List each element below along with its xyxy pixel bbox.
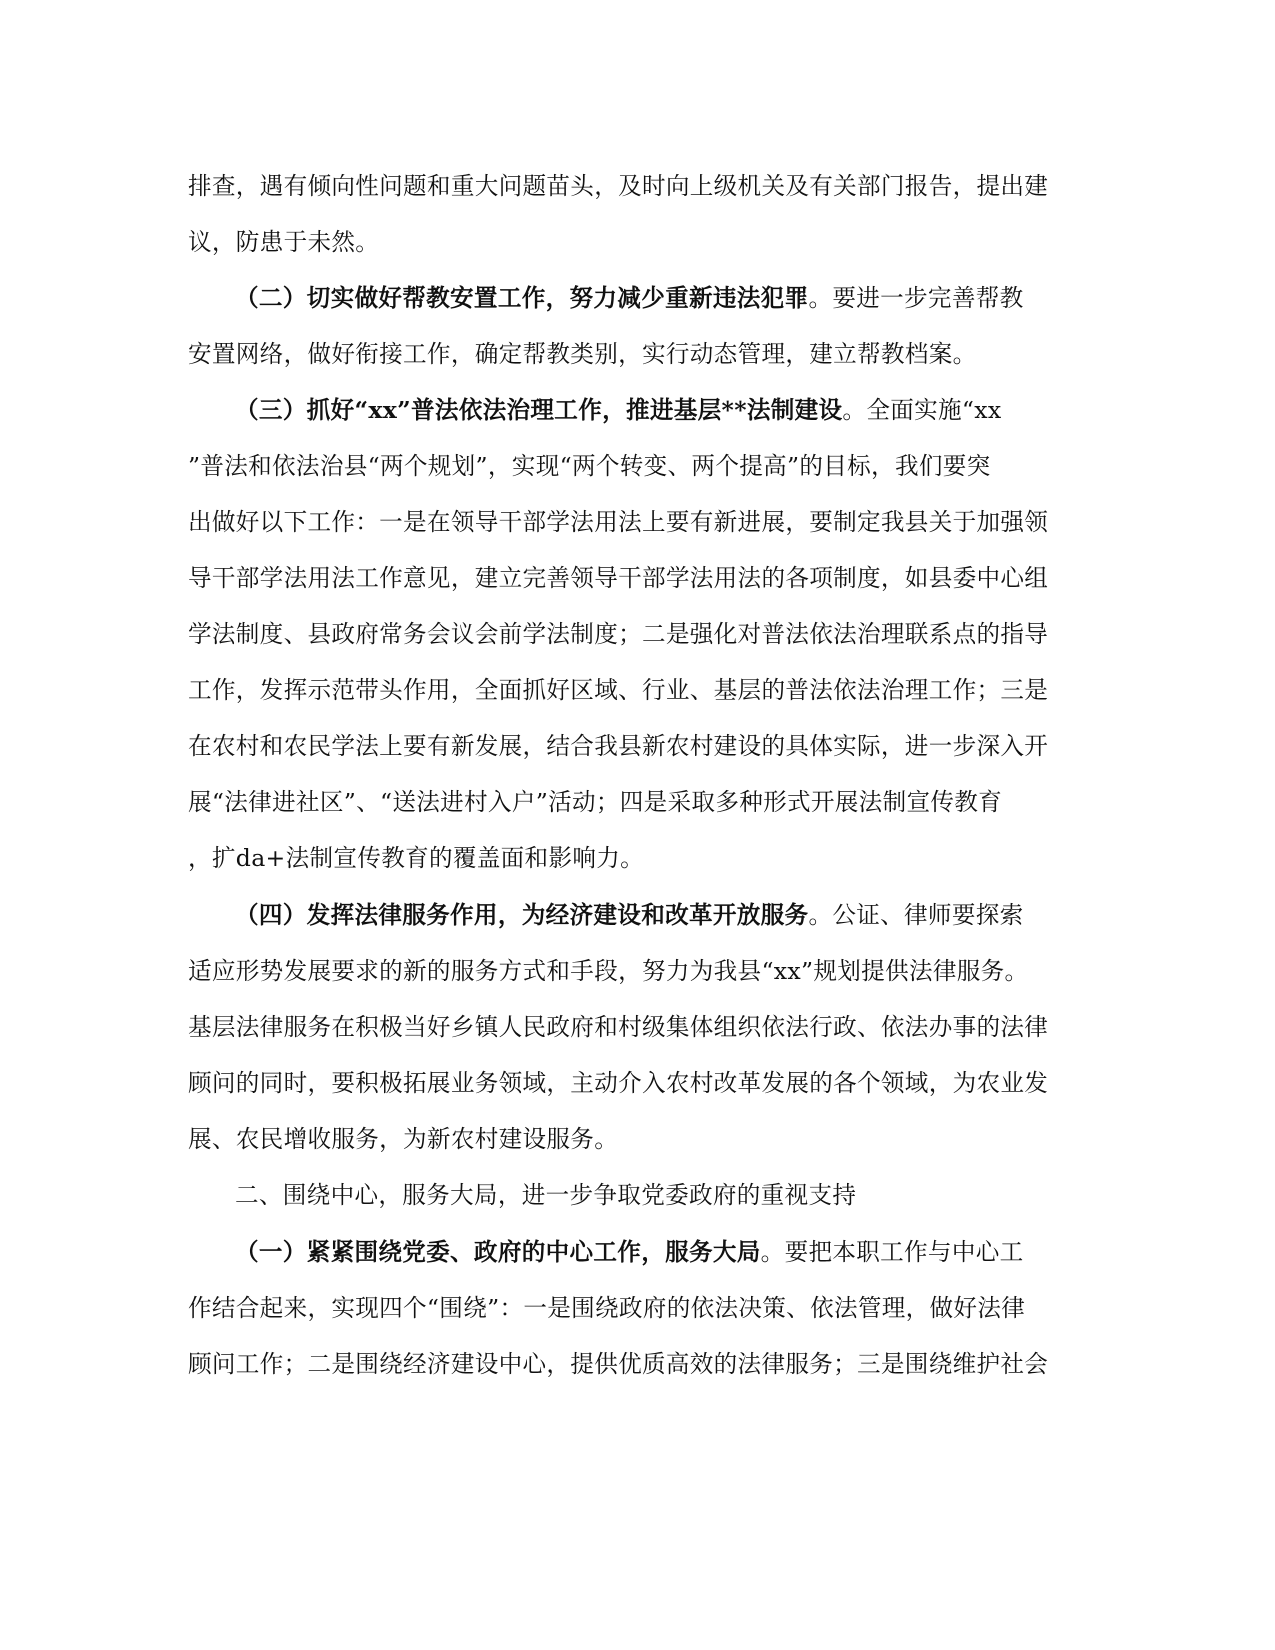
body-line: ”普法和依法治县“两个规划”，实现“两个转变、两个提高”的目标，我们要突 [188, 452, 991, 480]
body-line: 基层法律服务在积极当好乡镇人民政府和村级集体组织依法行政、依法办事的法律 [188, 1013, 1049, 1041]
paragraph-text: 。公证、律师要探索 [808, 901, 1024, 929]
paragraph-first-line [235, 900, 1135, 930]
body-line: 顾问工作；二是围绕经济建设中心，提供优质高效的法律服务；三是围绕维护社会 [188, 1350, 1049, 1378]
body-line: 安置网络，做好衔接工作，确定帮教类别，实行动态管理，建立帮教档案。 [188, 340, 977, 368]
body-line: 议，防患于未然。 [188, 228, 380, 256]
paragraph-heading: （二）切实做好帮教安置工作，努力减少重新违法犯罪 [235, 284, 809, 312]
body-line: 学法制度、县政府常务会议会前学法制度；二是强化对普法依法治理联系点的指导 [188, 620, 1049, 648]
body-line: 展“法律进社区”、“送法进村入户”活动；四是采取多种形式开展法制宣传教育 [188, 788, 1003, 816]
body-line: 适应形势发展要求的新的服务方式和手段，努力为我县“xx”规划提供法律服务。 [188, 957, 1029, 985]
paragraph-heading: （三）抓好“xx”普法依法治理工作，推进基层**法制建设 [235, 396, 843, 424]
body-line: 顾问的同时，要积极拓展业务领域，主动介入农村改革发展的各个领域，为农业发 [188, 1069, 1049, 1097]
body-line: 出做好以下工作：一是在领导干部学法用法上要有新进展，要制定我县关于加强领 [188, 508, 1049, 536]
paragraph-first-line [235, 395, 1135, 425]
body-line: 工作，发挥示范带头作用，全面抓好区域、行业、基层的普法依法治理工作；三是 [188, 676, 1049, 704]
body-line: 作结合起来，实现四个“围绕”：一是围绕政府的依法决策、依法管理，做好法律 [188, 1294, 1026, 1322]
body-line: ，扩da+法制宣传教育的覆盖面和影响力。 [188, 844, 645, 872]
paragraph-heading: （一）紧紧围绕党委、政府的中心工作，服务大局 [235, 1238, 761, 1266]
body-line: 排查，遇有倾向性问题和重大问题苗头，及时向上级机关及有关部门报告，提出建 [188, 172, 1049, 200]
paragraph-heading: （四）发挥法律服务作用，为经济建设和改革开放服务 [235, 901, 809, 929]
paragraph-text: 。要把本职工作与中心工 [760, 1238, 1024, 1266]
section-title: 二、围绕中心，服务大局，进一步争取党委政府的重视支持 [235, 1181, 857, 1209]
body-line: 展、农民增收服务，为新农村建设服务。 [188, 1125, 619, 1153]
paragraph-first-line [235, 1237, 1135, 1267]
body-line: 在农村和农民学法上要有新发展，结合我县新农村建设的具体实际，进一步深入开 [188, 732, 1049, 760]
paragraph-text: 。要进一步完善帮教 [808, 284, 1024, 312]
paragraph-text: 。全面实施“xx [842, 396, 1002, 424]
body-line: 导干部学法用法工作意见，建立完善领导干部学法用法的各项制度，如县委中心组 [188, 564, 1049, 592]
paragraph-first-line [235, 283, 1135, 313]
